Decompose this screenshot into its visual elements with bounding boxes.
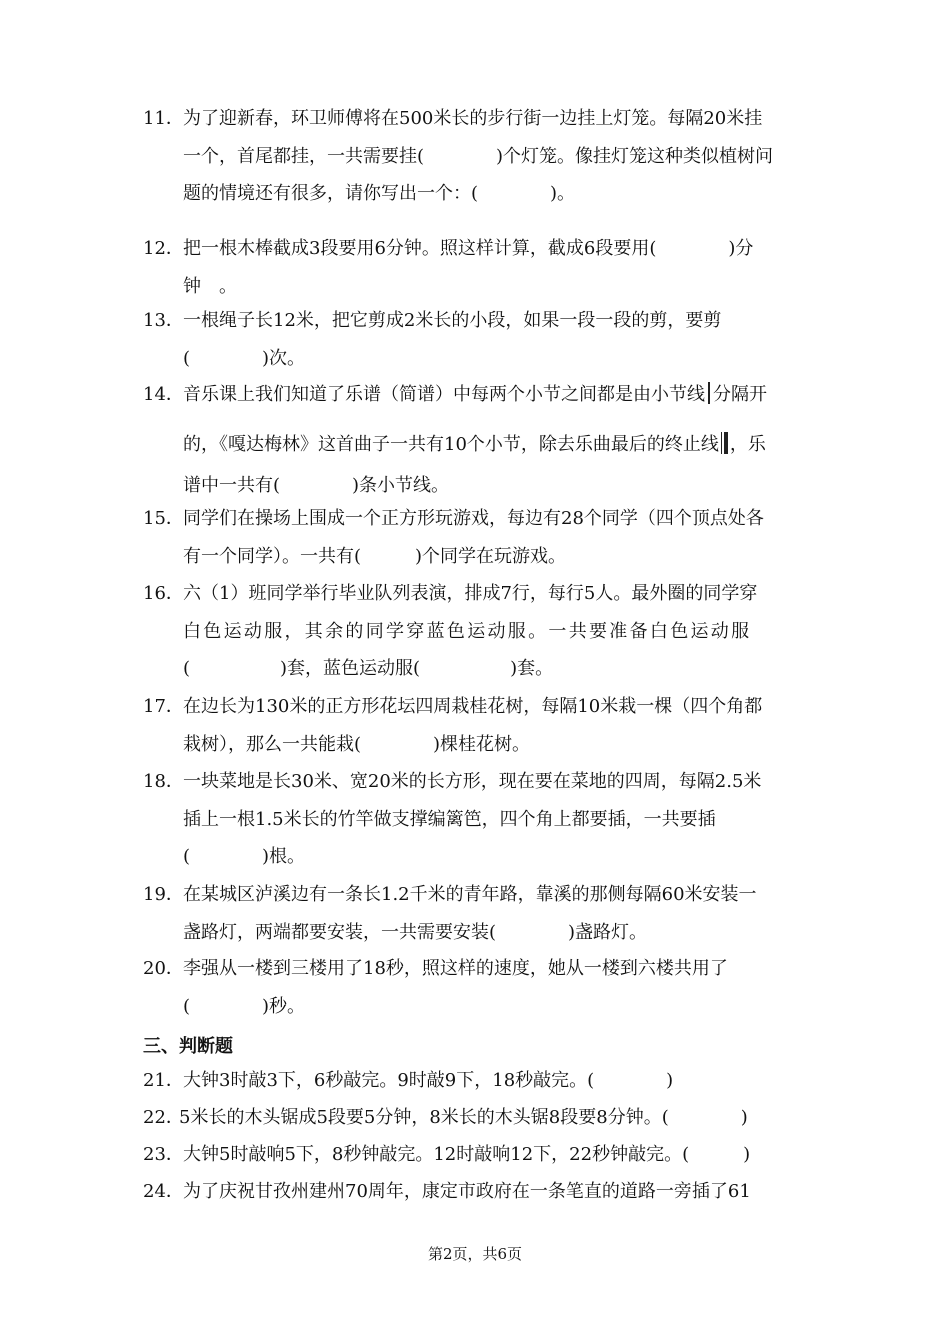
question-line: 栽树），那么一共能栽( )棵桂花树。 bbox=[183, 733, 531, 755]
question-number: 14． bbox=[143, 384, 184, 405]
question-line: 题的情境还有很多，请你写出一个：( )。 bbox=[183, 183, 576, 204]
final-bar-line-icon bbox=[721, 430, 728, 468]
question-text: 音乐课上我们知道了乐谱（简谱）中每两个小节之间都是由小节线 bbox=[183, 384, 705, 405]
question-number: 11． bbox=[143, 108, 184, 129]
question-line bbox=[183, 426, 808, 468]
page-footer: 第2页，共6页 bbox=[427, 1245, 523, 1263]
question-20 bbox=[143, 950, 808, 1025]
question-11 bbox=[143, 100, 808, 213]
question-line: 5米长的木头锯成5段要5分钟，8米长的木头锯8段要8分钟。( ) bbox=[179, 1107, 748, 1128]
bar-line-icon bbox=[708, 382, 710, 404]
question-12 bbox=[143, 230, 808, 305]
question-text: 分隔开 bbox=[713, 384, 767, 405]
question-19 bbox=[143, 876, 808, 951]
question-15 bbox=[143, 500, 808, 575]
question-24 bbox=[143, 1173, 808, 1211]
question-number: 23． bbox=[143, 1144, 184, 1165]
question-16 bbox=[143, 575, 808, 688]
question-17 bbox=[143, 688, 808, 763]
question-line bbox=[183, 376, 808, 414]
question-line: 一个，首尾都挂，一共需要挂( )个灯笼。像挂灯笼这种类似植树问 bbox=[183, 145, 774, 167]
question-line: 白色运动服，其余的同学穿蓝色运动服。一共要准备白色运动服 bbox=[183, 620, 752, 642]
question-number: 17． bbox=[143, 696, 184, 717]
question-number: 18． bbox=[143, 771, 184, 792]
question-line: 在某城区泸溪边有一条长1.2千米的青年路，靠溪的那侧每隔60米安装一 bbox=[183, 884, 757, 905]
question-line: 在边长为130米的正方形花坛四周栽桂花树，每隔10米栽一棵（四个角都 bbox=[183, 696, 763, 717]
question-number: 15． bbox=[143, 508, 184, 529]
question-number: 19． bbox=[143, 884, 184, 905]
question-line: 李强从一楼到三楼用了18秒，照这样的速度，她从一楼到六楼共用了 bbox=[183, 958, 728, 979]
question-line: 把一根木棒截成3段要用6分钟。照这样计算，截成6段要用( )分 bbox=[183, 238, 754, 259]
question-line: 钟 。 bbox=[183, 275, 237, 297]
question-line: ( )次。 bbox=[183, 347, 306, 369]
question-line: 谱中一共有( )条小节线。 bbox=[183, 475, 450, 496]
question-line: 同学们在操场上围成一个正方形玩游戏，每边有28个同学（四个顶点处各 bbox=[183, 508, 764, 529]
question-21 bbox=[143, 1062, 808, 1100]
question-line: 为了迎新春，环卫师傅将在500米长的步行街一边挂上灯笼。每隔20米挂 bbox=[183, 108, 763, 129]
question-23 bbox=[143, 1136, 808, 1174]
question-text: ，乐 bbox=[729, 433, 766, 455]
question-number: 12． bbox=[143, 238, 184, 259]
question-line: ( )套，蓝色运动服( )套。 bbox=[183, 658, 554, 679]
question-line: 为了庆祝甘孜州建州70周年，康定市政府在一条笔直的道路一旁插了61 bbox=[183, 1181, 751, 1202]
question-number: 21． bbox=[143, 1070, 184, 1091]
question-13 bbox=[143, 302, 808, 377]
question-number: 24． bbox=[143, 1181, 184, 1202]
question-18 bbox=[143, 763, 808, 876]
question-line: ( )根。 bbox=[183, 846, 306, 867]
question-line: 大钟3时敲3下，6秒敲完。9时敲9下，18秒敲完。( ) bbox=[183, 1070, 674, 1091]
question-number: 22． bbox=[143, 1107, 184, 1128]
question-line: ( )秒。 bbox=[183, 995, 306, 1017]
question-line: 盏路灯，两端都要安装，一共需要安装( )盏路灯。 bbox=[183, 921, 648, 943]
question-line: 一根绳子长12米，把它剪成2米长的小段，如果一段一段的剪，要剪 bbox=[183, 310, 722, 331]
question-22 bbox=[143, 1099, 808, 1137]
question-line: 六（1）班同学举行毕业队列表演，排成7行，每行5人。最外圈的同学穿 bbox=[183, 583, 758, 604]
question-number: 20． bbox=[143, 958, 184, 979]
question-line: 大钟5时敲响5下，8秒钟敲完。12时敲响12下，22秒钟敲完。( ) bbox=[183, 1144, 751, 1165]
question-line: 有一个同学）。一共有( )个同学在玩游戏。 bbox=[183, 545, 567, 567]
question-number: 16． bbox=[143, 583, 184, 604]
question-14 bbox=[143, 376, 808, 505]
question-line: 插上一根1.5米长的竹竿做支撑编篱笆，四个角上都要插，一共要插 bbox=[183, 808, 716, 830]
question-text: 的，《嘎达梅林》这首曲子一共有10个小节，除去乐曲最后的终止线 bbox=[183, 433, 719, 455]
section-heading: 三、判断题 bbox=[143, 1036, 233, 1057]
question-line: 一块菜地是长30米、宽20米的长方形，现在要在菜地的四周，每隔2.5米 bbox=[183, 771, 762, 792]
question-number: 13． bbox=[143, 310, 184, 331]
